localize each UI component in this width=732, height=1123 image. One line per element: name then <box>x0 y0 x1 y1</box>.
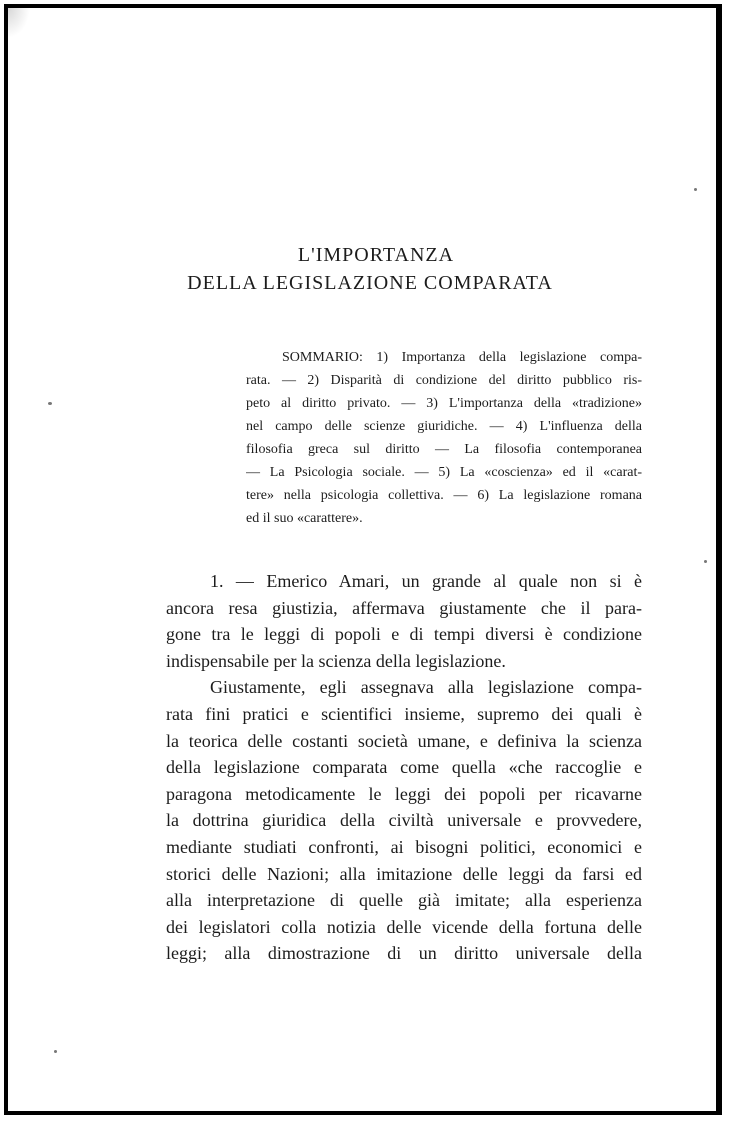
summary-line: rata. — 2) Disparità di condizione del diritto pubblico ris- <box>246 373 642 388</box>
page-title-line-2: DELLA LEGISLAZIONE COMPARATA <box>187 272 553 294</box>
paragraph-2-line: della legislazione comparata come quella «che raccoglie e <box>166 757 642 778</box>
paragraph-2-line: storici delle Nazioni; alla imitazione delle leggi da farsi ed <box>166 863 642 884</box>
paragraph-2-line: paragona metodicamente le leggi dei popoli per ricavarne <box>166 783 642 804</box>
paragraph-1-line: ancora resa giustizia, affermava giustamente che il para- <box>166 597 642 618</box>
paragraph-1-line: 1. — Emerico Amari, un grande al quale non si è <box>210 571 642 591</box>
paragraph-2-line: leggi; alla dimostrazione di un diritto universale della <box>166 943 642 964</box>
summary-line: peto al diritto privato. — 3) L'importanza della «tradizione» <box>246 396 642 411</box>
page-title-line-1: L'IMPORTANZA <box>297 244 455 266</box>
summary-line: SOMMARIO: 1) Importanza della legislazione compa- <box>282 350 642 365</box>
paragraph-2-line: la dottrina giuridica della civiltà universale e provvedere, <box>166 810 642 831</box>
paragraph-1-line: indispensabile per la scienza della legislazione. <box>166 650 506 671</box>
summary-line: — La Psicologia sociale. — 5) La «coscienza» ed il «carat- <box>246 465 642 480</box>
paragraph-2-line: Giustamente, egli assegnava alla legislazione compa- <box>210 677 642 698</box>
body-text <box>166 568 642 967</box>
paragraph-2-line: rata fini pratici e scientifici insieme, supremo dei quali è <box>166 703 642 724</box>
scan-speck <box>694 188 697 191</box>
paragraph-2-line: dei legislatori colla notizia delle vicende della fortuna delle <box>166 916 642 937</box>
paragraph-2-line: alla interpretazione di quelle già imitate; alla esperienza <box>166 890 642 911</box>
summary-line: filosofia greca sul diritto — La filosofia contemporanea <box>246 442 642 457</box>
summary-line: tere» nella psicologia collettiva. — 6) La legislazione romana <box>246 488 642 503</box>
summary-block <box>246 346 642 530</box>
summary-line: ed il suo «carattere». <box>246 511 363 526</box>
paragraph-2-line: mediante studiati confronti, ai bisogni politici, economici e <box>166 836 642 857</box>
scan-speck <box>704 560 707 563</box>
scan-speck <box>54 1050 57 1053</box>
paragraph-2-line: la teorica delle costanti società umane, e definiva la scienza <box>166 730 642 751</box>
summary-line: nel campo delle scienze giuridiche. — 4) L'influenza della <box>246 419 642 434</box>
scan-smudge <box>8 8 30 38</box>
paragraph-1-line: gone tra le leggi di popoli e di tempi diversi è condizione <box>166 624 642 645</box>
scan-speck <box>48 402 52 405</box>
